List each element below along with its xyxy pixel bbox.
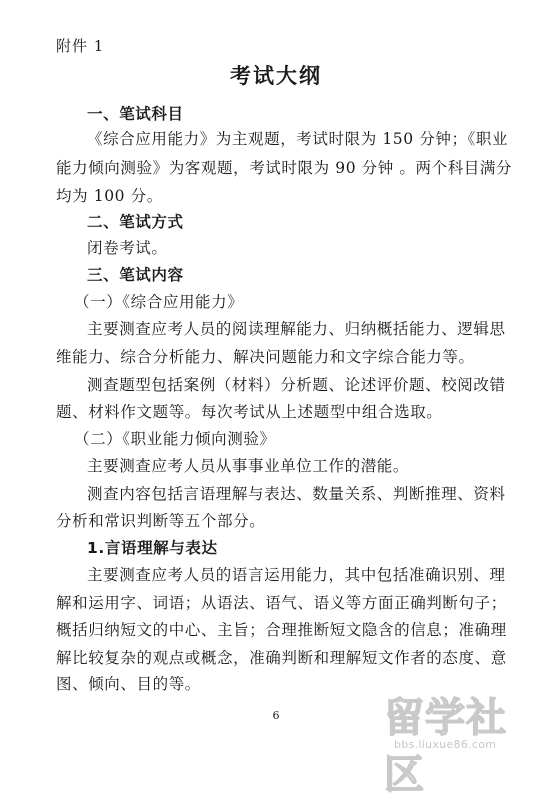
watermark-url: bbs.liuxue86.com xyxy=(394,738,497,751)
section-heading: 三、笔试内容 xyxy=(87,266,184,284)
paragraph-line: 主要测查应考人员的语言运用能力，其中包括准确识别、理 xyxy=(87,566,506,584)
paragraph-line: 能力倾向测验》为客观题，考试时限为 90 分钟 。两个科目满分 xyxy=(56,159,513,177)
paragraph-line: 图、倾向、目的等。 xyxy=(56,675,201,693)
paragraph-line: 测查题型包括案例（材料）分析题、论述评价题、校阅改错 xyxy=(87,376,506,394)
paragraph-line: 《综合应用能力》为主观题，考试时限为 150 分钟；《职业 xyxy=(87,130,509,148)
paragraph-line: 题、材料作文题等。每次考试从上述题型中组合选取。 xyxy=(56,403,443,421)
subsection-heading: 1.言语理解与表达 xyxy=(87,539,218,557)
subsection-heading: （二）《职业能力倾向测验》 xyxy=(74,430,276,448)
subsection-heading: （一）《综合应用能力》 xyxy=(74,293,244,311)
paragraph-line: 测查内容包括言语理解与表达、数量关系、判断推理、资料 xyxy=(87,485,506,503)
page-title: 考试大纲 xyxy=(230,64,322,88)
paragraph-line: 维能力、综合分析能力、解决问题能力和文字综合能力等。 xyxy=(56,348,475,366)
paragraph-line: 概括归纳短文的中心、主旨；合理推断短文隐含的信息；准确理 xyxy=(56,621,507,639)
paragraph-line: 解比较复杂的观点或概念，准确判断和理解短文作者的态度、意 xyxy=(56,649,507,667)
attachment-label: 附件 1 xyxy=(56,37,105,55)
section-heading: 一、笔试科目 xyxy=(87,105,184,123)
paragraph-line: 分析和常识判断等五个部分。 xyxy=(56,512,266,530)
page-number: 6 xyxy=(272,709,280,722)
watermark xyxy=(380,686,530,798)
paragraph-line: 解和运用字、词语；从语法、语气、语义等方面正确判断句子； xyxy=(56,594,507,612)
paragraph-line: 主要测查应考人员从事事业单位工作的潜能。 xyxy=(87,457,410,475)
paragraph-line: 闭卷考试。 xyxy=(87,239,168,257)
paragraph-line: 均为 100 分。 xyxy=(56,187,163,205)
section-heading: 二、笔试方式 xyxy=(87,213,184,231)
watermark-logo: 留学社区 xyxy=(384,695,507,798)
paragraph-line: 主要测查应考人员的阅读理解能力、归纳概括能力、逻辑思 xyxy=(87,320,506,338)
